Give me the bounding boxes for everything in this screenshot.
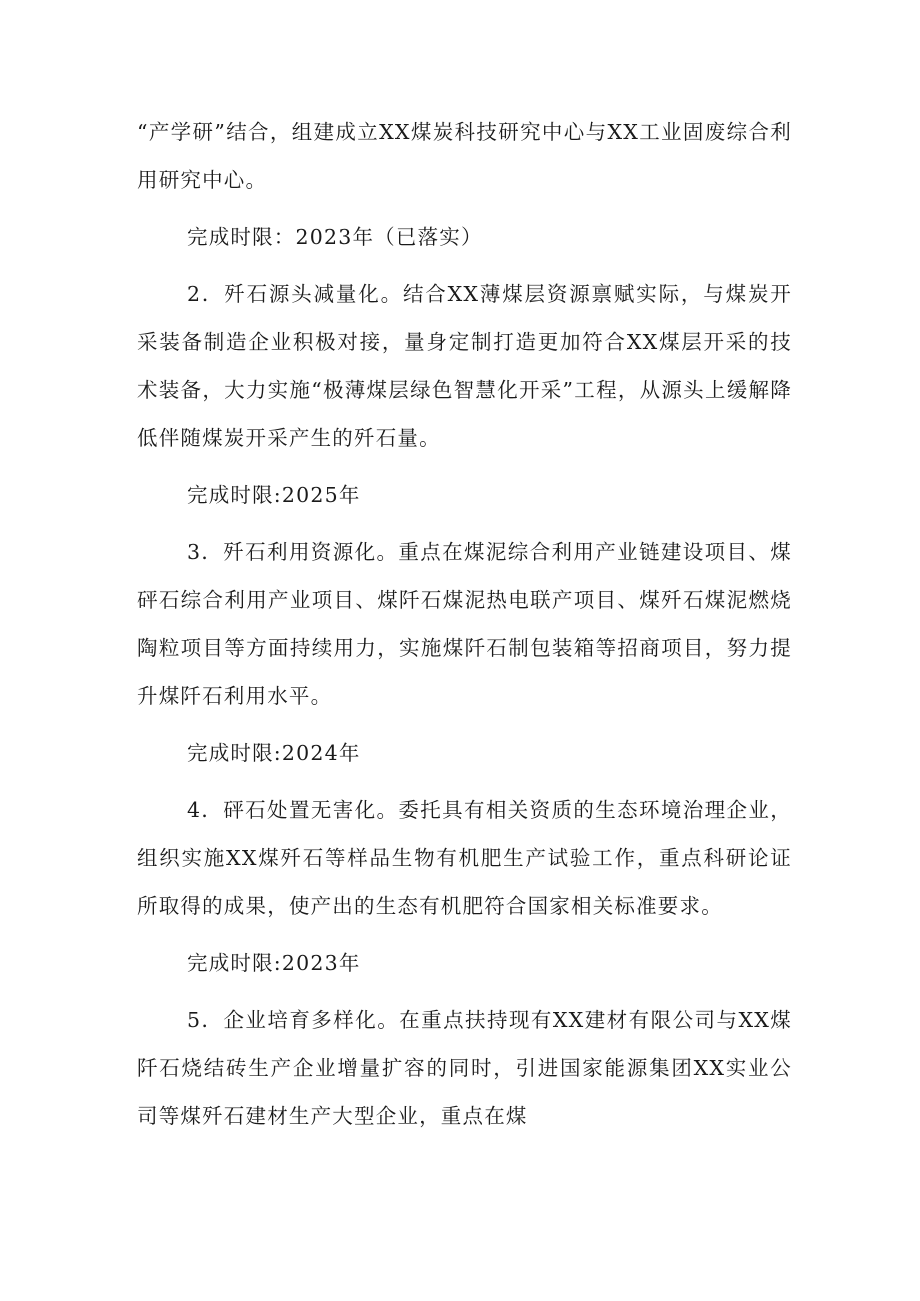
deadline-line-2023: 完成时限:2023年 xyxy=(187,951,361,975)
paragraph-item-2: 2．歼石源头减量化。结合XX薄煤层资源禀赋实际，与煤炭开采装备制造企业积极对接，量身定制打造更加符合XX煤层开采的技术装备，大力实施“极薄煤层绿色智慧化开采”工程，从源头上缓解降低伴随煤炭开采产生的歼石量。 xyxy=(137,282,792,450)
paragraph-item-5: 5．企业培育多样化。在重点扶持现有XX建材有限公司与XX煤阡石烧结砖生产企业增量扩容的同时，引进国家能源集团XX实业公司等煤歼石建材生产大型企业，重点在煤 xyxy=(137,1008,792,1128)
deadline-line-2025: 完成时限:2025年 xyxy=(187,483,361,507)
document-body xyxy=(137,108,792,1149)
paragraph-item-3: 3．歼石利用资源化。重点在煤泥综合利用产业链建设项目、煤砰石综合利用产业项目、煤阡石煤泥热电联产项目、煤歼石煤泥燃烧陶粒项目等方面持续用力，实施煤阡石制包装箱等招商项目，努力提升煤阡石利用水平。 xyxy=(137,540,792,708)
deadline-line-2023-implemented: 完成时限：2023年（已落实） xyxy=(187,225,483,249)
paragraph-item-4: 4．砰石处置无害化。委托具有相关资质的生态环境治理企业，组织实施XX煤歼石等样品生物有机肥生产试验工作，重点科研论证所取得的成果，使产出的生态有机肥符合国家相关标准要求。 xyxy=(137,798,792,918)
deadline-line-2024: 完成时限:2024年 xyxy=(187,741,361,765)
paragraph-continuation: “产学研”结合，组建成立XX煤炭科技研究中心与XX工业固废综合利用研究中心。 xyxy=(137,120,792,192)
